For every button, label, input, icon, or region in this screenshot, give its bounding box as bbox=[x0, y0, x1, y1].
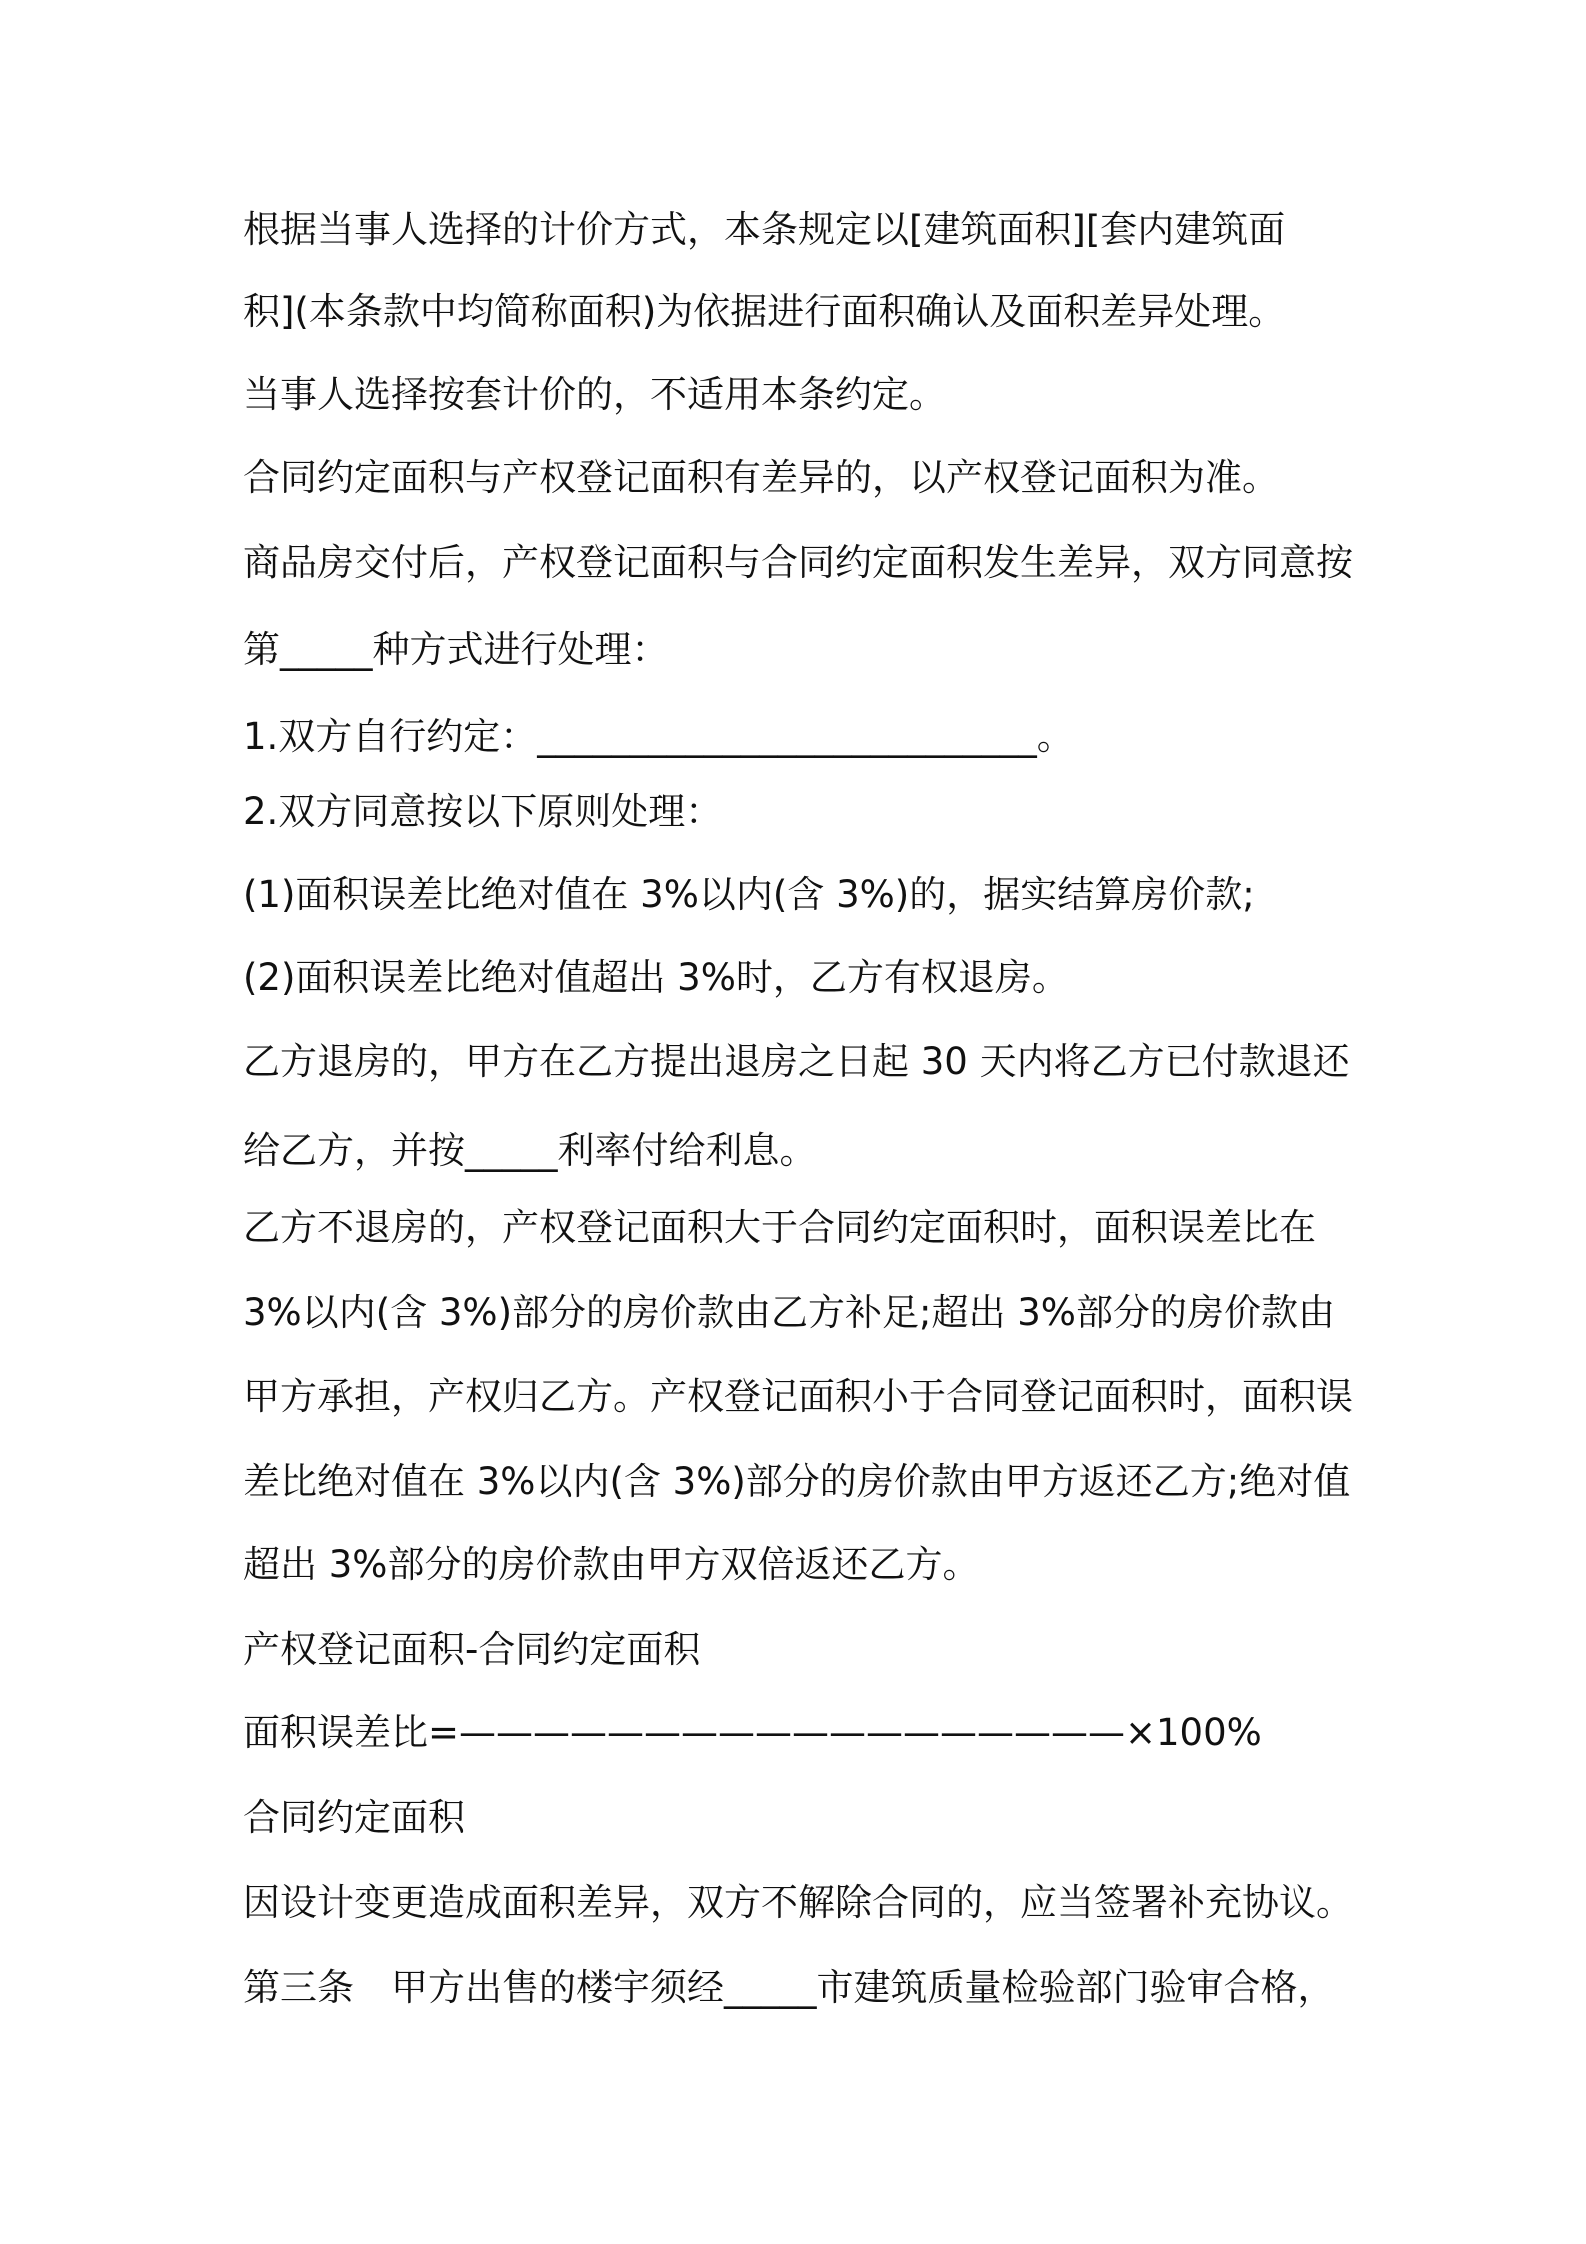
text-line-16: 差比绝对值在 3%以内(含 3%)部分的房价款由甲方返还乙方;绝对值 bbox=[243, 1460, 1351, 1503]
text-line-3: 当事人选择按套计价的，不适用本条约定。 bbox=[243, 373, 946, 416]
text-line-9: (1)面积误差比绝对值在 3%以内(含 3%)的，据实结算房价款; bbox=[243, 873, 1255, 916]
text-line-13: 乙方不退房的，产权登记面积大于合同约定面积时，面积误差比在 bbox=[243, 1206, 1316, 1249]
text-line-22: 第三条 甲方出售的楼宇须经_____市建筑质量检验部门验审合格， bbox=[243, 1966, 1335, 2009]
text-line-14: 3%以内(含 3%)部分的房价款由乙方补足;超出 3%部分的房价款由 bbox=[243, 1291, 1335, 1334]
formula-denominator: 合同约定面积 bbox=[243, 1796, 465, 1839]
text-line-10: (2)面积误差比绝对值超出 3%时，乙方有权退房。 bbox=[243, 956, 1069, 999]
text-line-8: 2.双方同意按以下原则处理： bbox=[243, 790, 723, 833]
formula-line: 面积误差比=——————————————————×100% bbox=[243, 1711, 1262, 1754]
text-line-5: 商品房交付后，产权登记面积与合同约定面积发生差异，双方同意按 bbox=[243, 541, 1353, 584]
text-line-21: 因设计变更造成面积差异，双方不解除合同的，应当签署补充协议。 bbox=[243, 1881, 1353, 1924]
text-line-1: 根据当事人选择的计价方式，本条规定以[建筑面积][套内建筑面 bbox=[243, 208, 1286, 251]
text-line-17: 超出 3%部分的房价款由甲方双倍返还乙方。 bbox=[243, 1543, 980, 1586]
text-line-6: 第_____种方式进行处理： bbox=[243, 628, 669, 671]
text-line-15: 甲方承担，产权归乙方。产权登记面积小于合同登记面积时，面积误 bbox=[243, 1375, 1353, 1418]
text-line-4: 合同约定面积与产权登记面积有差异的，以产权登记面积为准。 bbox=[243, 456, 1279, 499]
formula-numerator: 产权登记面积-合同约定面积 bbox=[243, 1628, 701, 1671]
text-line-7: 1.双方自行约定：___________________________。 bbox=[243, 715, 1074, 758]
text-line-2: 积](本条款中均简称面积)为依据进行面积确认及面积差异处理。 bbox=[243, 290, 1286, 333]
text-line-11: 乙方退房的，甲方在乙方提出退房之日起 30 天内将乙方已付款退还 bbox=[243, 1040, 1350, 1083]
text-line-12: 给乙方，并按_____利率付给利息。 bbox=[243, 1129, 817, 1172]
